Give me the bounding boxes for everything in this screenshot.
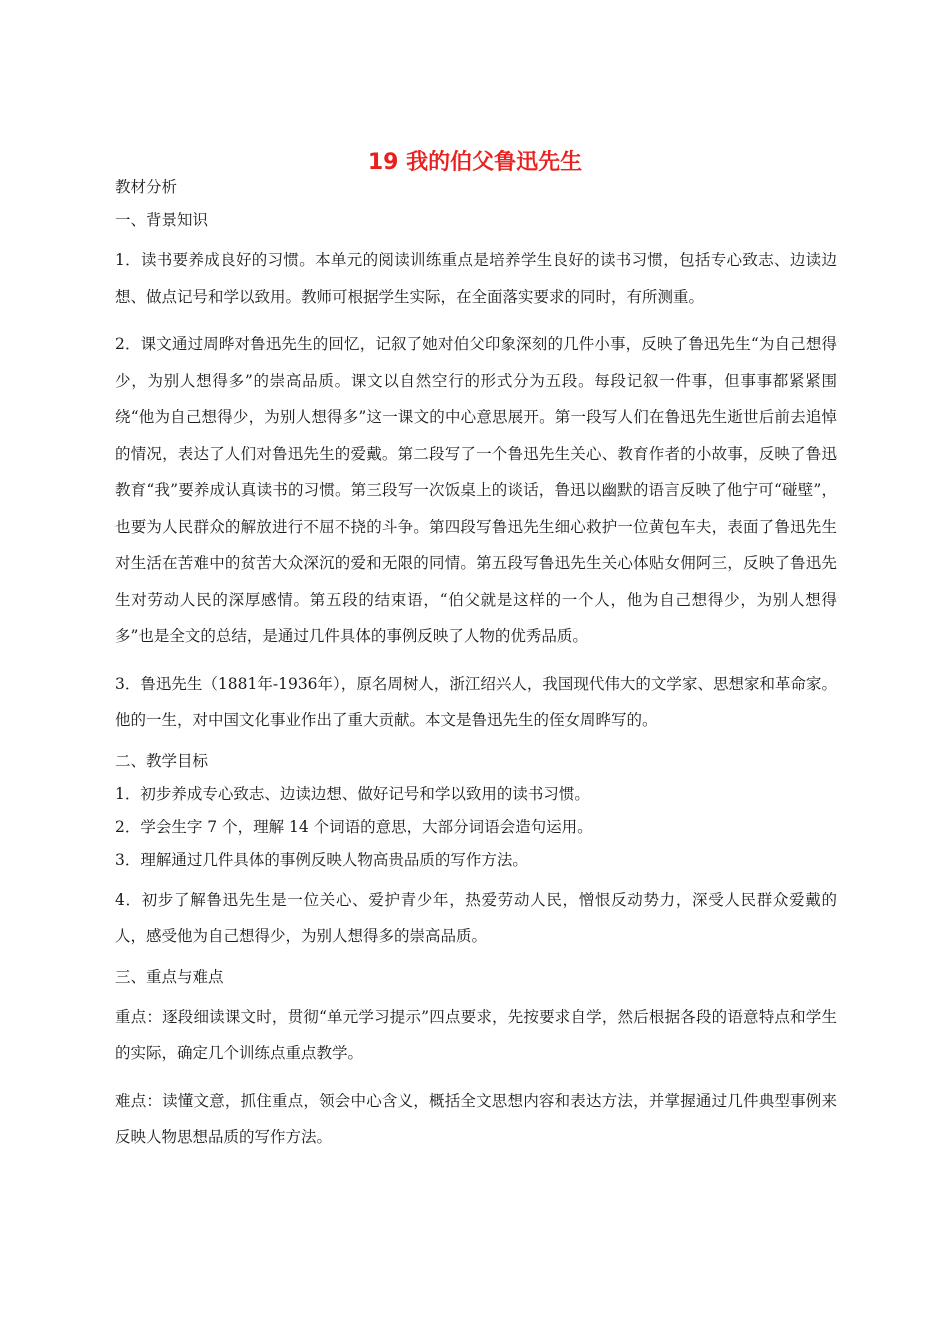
key-points-heading: 三、重点与难点 [115, 967, 224, 986]
difficulty-paragraph: 难点：读懂文意，抓住重点，领会中心含义，概括全文思想内容和表达方法，并掌握通过几件典型事例来反映人物思想品质的写作方法。 [115, 1091, 837, 1146]
goal-item: 1．初步养成专心致志、边读边想、做好记号和学以致用的读书习惯。 [115, 784, 590, 803]
page-title: 19 我的伯父鲁迅先生 [367, 150, 583, 175]
goal-item: 3．理解通过几件具体的事例反映人物高贵品质的写作方法。 [115, 850, 528, 869]
background-item: 1．读书要养成良好的习惯。本单元的阅读训练重点是培养学生良好的读书习惯，包括专心致志、边读边想、做点记号和学以致用。教师可根据学生实际，在全面落实要求的同时，有所测重。 [115, 251, 837, 306]
goal-item: 2．学会生字 7 个，理解 14 个词语的意思，大部分词语会造句运用。 [115, 817, 593, 836]
focus-paragraph: 重点：逐段细读课文时，贯彻“单元学习提示”四点要求，先按要求自学，然后根据各段的语意特点和学生的实际，确定几个训练点重点教学。 [115, 1007, 837, 1062]
goal-item: 4．初步了解鲁迅先生是一位关心、爱护青少年，热爱劳动人民，憎恨反动势力，深受人民群众爱戴的人，感受他为自己想得少，为别人想得多的崇高品质。 [115, 890, 837, 945]
background-heading: 一、背景知识 [115, 211, 209, 229]
section-label: 教材分析 [115, 178, 178, 196]
background-item: 3．鲁迅先生（1881年-1936年），原名周树人，浙江绍兴人，我国现代伟大的文学家、思想家和革命家。他的一生，对中国文化事业作出了重大贡献。本文是鲁迅先生的侄女周晔写的。 [115, 674, 837, 729]
document-body [115, 176, 837, 1167]
background-item: 2．课文通过周晔对鲁迅先生的回忆，记叙了她对伯父印象深刻的几件小事，反映了鲁迅先生“为自己想得少，为别人想得多”的崇高品质。课文以自然空行的形式分为五段。每段记叙一件事，但事事都紧紧围绕“他为自己想得少，为别人想得多”这一课文的中心意思展开。第一段写人们在鲁迅先生逝世后前去追悼的情况，表达了人们对鲁迅先生的爱戴。第二段写了一个鲁迅先生关心、教育作者的小故事，反映了鲁迅教育“我”要养成认真读书的习惯。第三段写一次饭桌上的谈话，鲁迅以幽默的语言反映了他宁可“碰壁”，也要为人民群众的解放进行不屈不挠的斗争。第四段写鲁迅先生细心救护一位黄包车夫，表面了鲁迅先生对生活在苦难中的贫苦大众深沉的爱和无限的同情。第五段写鲁迅先生关心体贴女佣阿三，反映了鲁迅先生对劳动人民的深厚感情。第五段的结束语，“伯父就是这样的一个人，他为自己想得少，为别人想得多”也是全文的总结，是通过几件具体的事例反映了人物的优秀品质。 [115, 335, 837, 645]
goals-heading: 二、教学目标 [115, 751, 209, 770]
